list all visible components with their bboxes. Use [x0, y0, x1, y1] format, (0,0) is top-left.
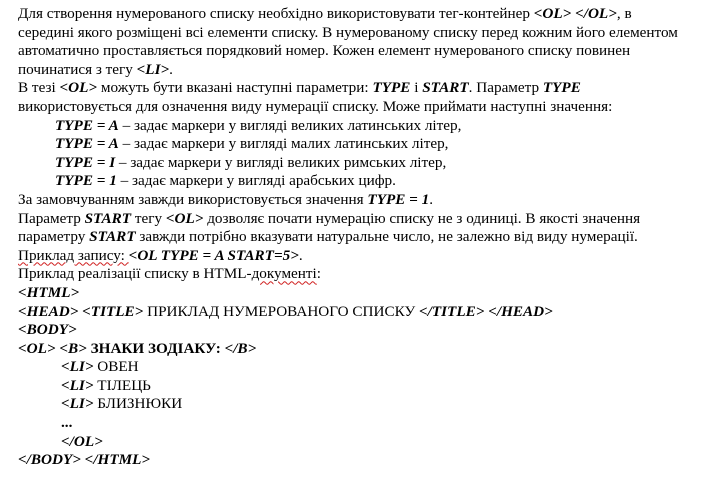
- code-list-item: <LI> ТІЛЕЦЬ: [61, 376, 151, 394]
- para3-line1: Параметр START тегу <OL> дозволяє почати нумерацію списку не з одиниці. В якості значення: [18, 209, 641, 227]
- tag-ol: <OL>: [59, 79, 98, 97]
- example-label: Приклад запису:: [18, 246, 129, 264]
- param-start: START: [422, 79, 469, 97]
- para1-line1: Для створення нумерованого списку необхідно використовувати тег-контейнер <OL> </OL>, в: [18, 5, 632, 22]
- para1-line3: автоматично проставляється порядковий номер. Кожен елемент нумерованого списку повинен: [18, 42, 631, 60]
- code-body-open: <BODY>: [18, 321, 77, 339]
- default-value-line: За замовчуванням завжди використовується значення TYPE = 1.: [18, 190, 434, 208]
- tag-ol: <OL>: [165, 209, 204, 227]
- example-heading: Приклад реалізації списку в HTML-документі:: [18, 265, 322, 283]
- para3-line2: параметру START завжди потрібно вказувати натуральне число, не залежно від виду нумерації.: [18, 228, 638, 246]
- para1-line4: починатися з тегу <LI>.: [18, 60, 173, 78]
- param-type: TYPE: [542, 79, 581, 97]
- code-head-line: <HEAD> <TITLE> ПРИКЛАД НУМЕРОВАНОГО СПИСКУ </TITLE> </HEAD>: [18, 302, 553, 320]
- param-start: START: [84, 209, 132, 227]
- type-value-item: TYPE = A – задає маркери у вигляді великих латинських літер,: [55, 116, 462, 134]
- code-list-item: <LI> ОВЕН: [61, 358, 139, 376]
- text: Для створення нумерованого списку необхідно використовувати тег-контейнер: [18, 5, 534, 22]
- tag-ol: <OL>: [533, 5, 572, 22]
- example-code: <OL TYPE = A START=5>: [128, 246, 299, 264]
- param-type: TYPE: [372, 79, 411, 97]
- param-start: START: [89, 228, 136, 246]
- code-body-html-close: </BODY> </HTML>: [18, 451, 151, 469]
- code-list-item: <LI> БЛИЗНЮКИ: [61, 395, 183, 413]
- code-ellipsis: ...: [61, 414, 73, 432]
- para1-line2: середині якого розміщені всі елементи списку. В нумерованому списку перед кожним його елементом: [18, 23, 678, 41]
- example-line: Приклад запису: <OL TYPE = A START=5>.: [18, 246, 303, 264]
- code-html-open: <HTML>: [18, 283, 80, 301]
- document-body: [18, 5, 704, 470]
- code-ol-close: </OL>: [61, 432, 103, 450]
- code-ol-line: <OL> <B> ЗНАКИ ЗОДІАКУ: </B>: [18, 339, 257, 357]
- type-value-item: TYPE = A – задає маркери у вигляді малих латинських літер,: [55, 135, 449, 153]
- type-value-item: TYPE = 1 – задає маркери у вигляді арабських цифр.: [55, 172, 396, 190]
- para2-line2: використовується для означення виду нумерації списку. Може приймати наступні значення:: [18, 97, 613, 115]
- tag-ol-close: </OL>: [575, 5, 617, 22]
- para2-line1: В тезі <OL> можуть бути вказані наступні параметри: TYPE і START. Параметр TYPE: [18, 79, 581, 97]
- tag-li: <LI>: [136, 60, 170, 78]
- type-value-item: TYPE = I – задає маркери у вигляді великих римських літер,: [55, 153, 447, 171]
